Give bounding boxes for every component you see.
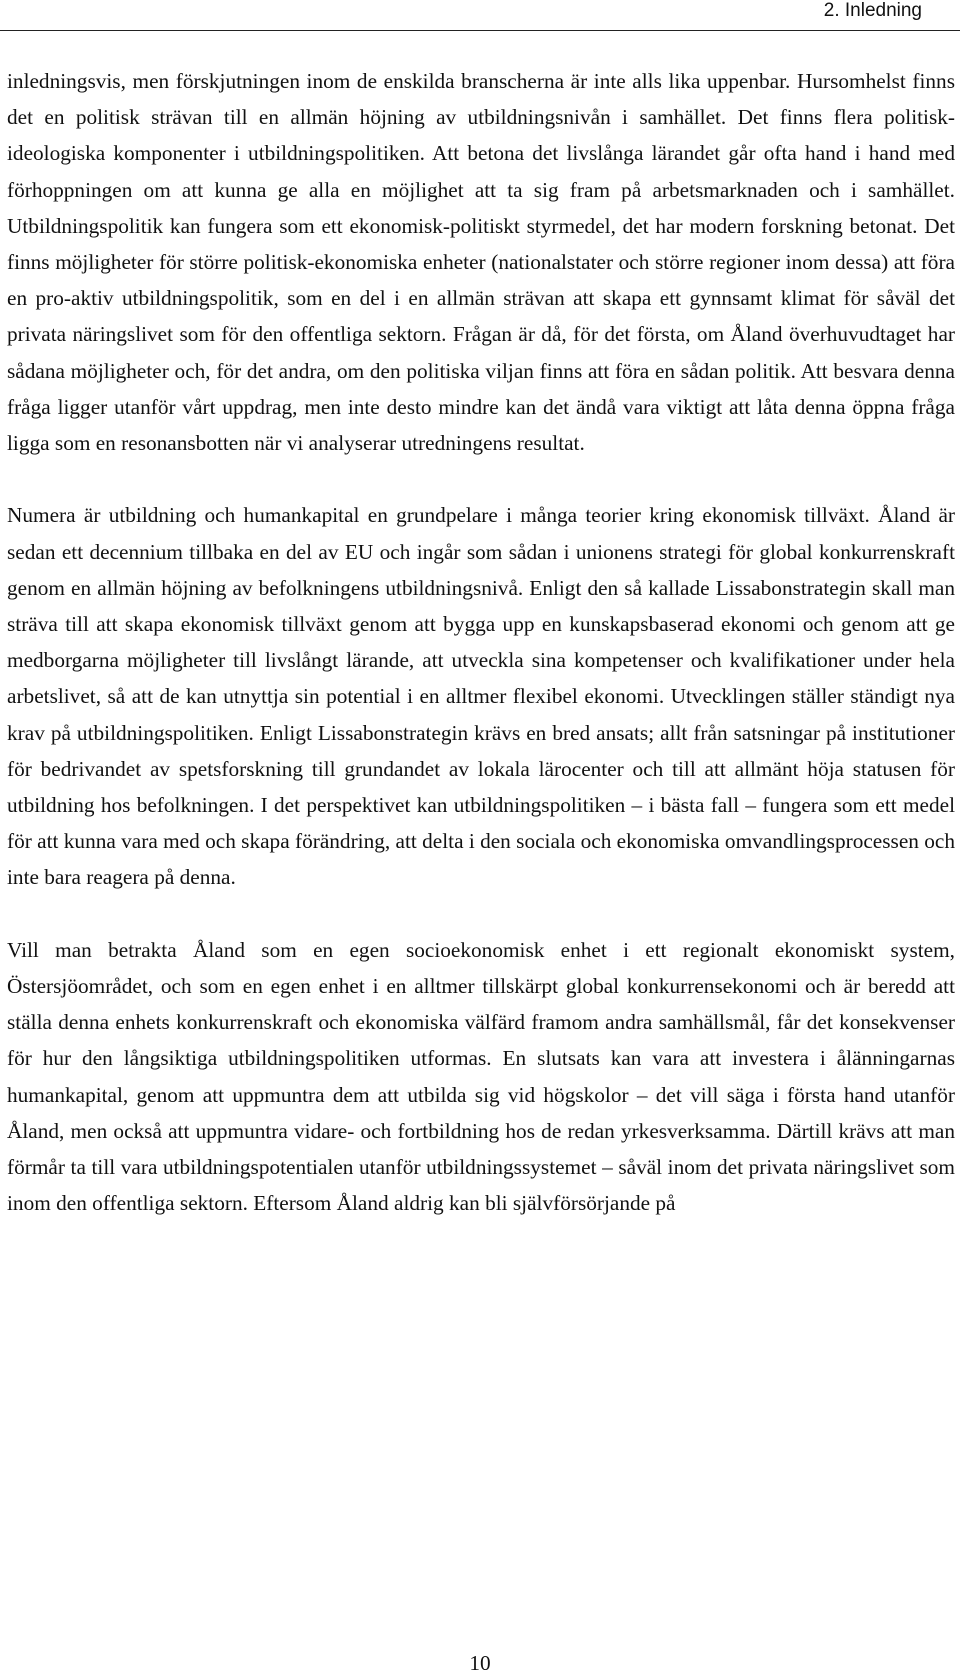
paragraph-1: inledningsvis, men förskjutningen inom de enskilda branscherna är inte alls lika uppenbar. Hursomhelst finns det en politisk strävan till en allmän höjning av utbildningsnivån i samhället. Det finns flera politisk-ideologiska komponenter i utbildningspolitiken. Att betona det livslånga lärandet går ofta hand i hand med förhoppningen om att kunna ge alla en möjlighet att ta sig fram på arbetsmarknaden och i samhället. Utbildningspolitik kan fungera som ett ekonomisk-politiskt styrmedel, det har modern forskning betonat. Det finns möjligheter för större politisk-ekonomiska enheter (nationalstater och större regioner inom dessa) att föra en pro-aktiv utbildningspolitik, som en del i en allmän strävan att skapa ett gynnsamt klimat för såväl det privata näringslivet som för den offentliga sektorn. Frågan är då, för det första, om Åland överhuvudtaget har sådana möjligheter och, för det andra, om den politiska viljan finns att föra en sådan politik. Att besvara denna fråga ligger utanför vårt uppdrag, men inte desto mindre kan det ändå vara viktigt att låta denna öppna fråga ligga som en resonansbotten när vi analyserar utredningens resultat.: [7, 69, 955, 456]
body-text: [7, 63, 955, 1221]
header-rule: [0, 30, 960, 31]
running-header: [0, 0, 922, 30]
chapter-title: 2. Inledning: [823, 0, 922, 21]
paragraph-2: Numera är utbildning och humankapital en grundpelare i många teorier kring ekonomisk tillväxt. Åland är sedan ett decennium tillbaka en del av EU och ingår som sådan i unionens strategi för global konkurrenskraft genom en allmän höjning av befolkningens utbildningsnivå. Enligt den så kallade Lissabonstrategin skall man sträva till att skapa ekonomisk tillväxt genom att bygga upp en kunskapsbaserad ekonomi och genom att ge medborgarna möjligheter till livslångt lärande, att utveckla sina kompetenser och kvalifikationer under hela arbetslivet, så att de kan utnyttja sin potential i en alltmer flexibel ekonomi. Utvecklingen ställer ständigt nya krav på utbildningspolitiken. Enligt Lissabonstrategin krävs en bred ansats; allt från satsningar på institutioner för bedrivandet av spetsforskning till grundandet av lokala lärocenter och till att allmänt höja statusen för utbildning hos befolkningen. I det perspektivet kan utbildningspolitiken – i bästa fall – fungera som ett medel för att kunna vara med och skapa förändring, att delta i den sociala och ekonomiska omvandlingsprocessen och inte bara reagera på denna.: [7, 503, 956, 890]
paragraph-3: Vill man betrakta Åland som en egen socioekonomisk enhet i ett regionalt ekonomiskt system, Östersjöområdet, och som en egen enhet i en alltmer tillskärpt global konkurrensekonomi och är beredd att ställa denna enhets konkurrenskraft och ekonomiska välfärd framom andra samhällsmål, får det konsekvenser för hur den långsiktiga utbildningspolitiken utformas. En slutsats kan vara att investera i ålänningarnas humankapital, genom att uppmuntra dem att utbilda sig vid högskolor – det vill säga i första hand utanför Åland, men också att uppmuntra vidare- och fortbildning hos de redan yrkesverksamma. Därtill krävs att man förmår ta till vara utbildningspotentialen utanför utbildningssystemet – såväl inom det privata näringslivet som inom den offentliga sektorn. Eftersom Åland aldrig kan bli självförsörjande på: [7, 937, 955, 1216]
page-number: 10: [469, 1651, 491, 1675]
